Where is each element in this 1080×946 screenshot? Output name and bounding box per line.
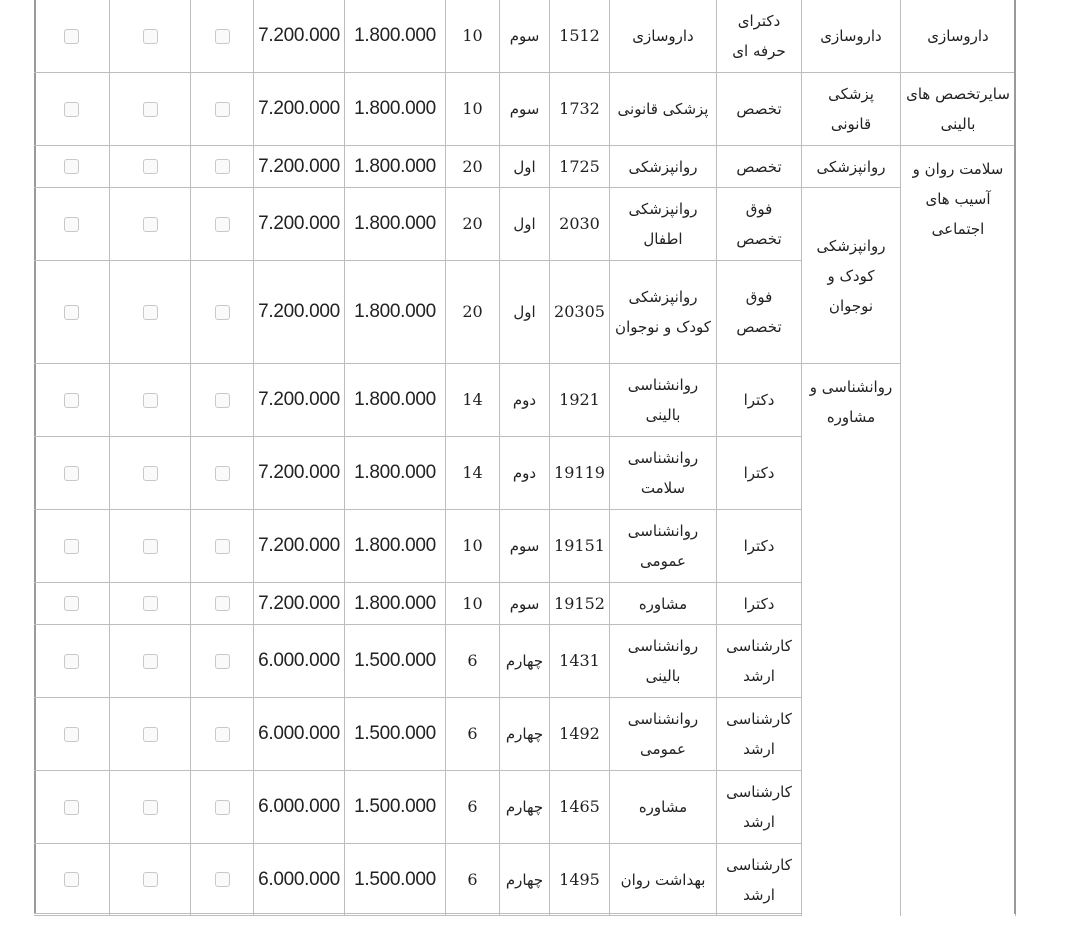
total-cell: [254, 698, 345, 771]
row-checkbox[interactable]: [64, 800, 79, 815]
checkbox-cell: [34, 625, 110, 698]
code-cell: [550, 261, 610, 364]
level-text: چهارم: [505, 652, 544, 670]
credits-text: 6: [467, 869, 478, 889]
degree-text: دکترا: [743, 464, 775, 482]
fee-text: 1.500.000: [354, 868, 436, 890]
major-text: روانپزشکی کودک و نوجوان: [615, 288, 711, 336]
checkbox-cell: [191, 625, 254, 698]
checkbox-cell: [110, 188, 191, 261]
credits-cell: [446, 261, 500, 364]
credits-cell: [446, 698, 500, 771]
row-checkbox[interactable]: [215, 596, 230, 611]
checkbox-cell: [34, 146, 110, 188]
field-group-cell: [802, 73, 901, 146]
credits-cell: [446, 510, 500, 583]
credits-cell: [446, 625, 500, 698]
credits-text: 10: [462, 536, 483, 555]
degree-text: دکترا: [743, 594, 775, 613]
level-cell: [500, 510, 550, 583]
code-text: 1512: [559, 26, 600, 45]
level-text: چهارم: [505, 870, 544, 889]
row-checkbox[interactable]: [215, 466, 230, 481]
degree-text: تخصص: [736, 157, 782, 176]
code-text: 1921: [559, 390, 600, 409]
checkbox-cell: [34, 771, 110, 844]
fee-cell: [345, 844, 446, 916]
fee-text: 1.800.000: [354, 213, 436, 234]
fee-cell: [345, 188, 446, 261]
total-text: 7.200.000: [258, 155, 340, 177]
level-cell: [500, 583, 550, 625]
row-checkbox[interactable]: [143, 596, 158, 611]
row-checkbox[interactable]: [143, 727, 158, 742]
row-checkbox[interactable]: [64, 217, 79, 232]
row-checkbox[interactable]: [215, 654, 230, 669]
total-text: 7.200.000: [258, 301, 340, 322]
level-text: سوم: [509, 100, 540, 118]
fee-cell: [345, 364, 446, 437]
row-checkbox[interactable]: [215, 102, 230, 117]
code-text: 19119: [554, 463, 605, 482]
code-text: 1431: [559, 651, 600, 670]
checkbox-cell: [191, 698, 254, 771]
major-cell: [610, 625, 717, 698]
row-checkbox[interactable]: [215, 800, 230, 815]
field-group-cell: [802, 146, 901, 188]
tuition-table: [34, 0, 1016, 914]
field-label: روانپزشکی کودک و نوجوان: [816, 236, 886, 315]
total-cell: [254, 583, 345, 625]
checkbox-cell: [34, 844, 110, 916]
fee-cell: [345, 625, 446, 698]
level-cell: [500, 0, 550, 73]
major-cell: [610, 583, 717, 625]
credits-text: 20: [462, 156, 483, 176]
fee-text: 1.500.000: [354, 723, 436, 744]
major-cell: [610, 844, 717, 916]
level-cell: [500, 437, 550, 510]
row-checkbox[interactable]: [64, 654, 79, 669]
level-text: اول: [513, 157, 536, 176]
row-checkbox[interactable]: [64, 466, 79, 481]
level-cell: [500, 698, 550, 771]
field-label: پزشکی قانونی: [828, 85, 874, 133]
checkbox-cell: [110, 510, 191, 583]
degree-cell: [717, 73, 802, 146]
level-text: اول: [513, 215, 536, 233]
degree-cell: [717, 844, 802, 916]
degree-cell: [717, 583, 802, 625]
credits-cell: [446, 583, 500, 625]
fee-text: 1.800.000: [354, 98, 436, 119]
checkbox-cell: [110, 364, 191, 437]
level-cell: [500, 844, 550, 916]
fee-text: 1.500.000: [354, 650, 436, 671]
code-cell: [550, 844, 610, 916]
checkbox-cell: [191, 844, 254, 916]
fee-cell: [345, 0, 446, 73]
code-text: 1732: [559, 99, 600, 118]
credits-text: 10: [462, 593, 483, 613]
fee-cell: [345, 437, 446, 510]
group-group-cell: [901, 146, 1016, 916]
code-cell: [550, 188, 610, 261]
row-checkbox[interactable]: [64, 29, 79, 44]
degree-text: دکترا: [743, 391, 775, 409]
checkbox-cell: [110, 698, 191, 771]
credits-text: 10: [462, 99, 483, 118]
checkbox-cell: [34, 698, 110, 771]
credits-text: 6: [467, 724, 478, 743]
major-cell: [610, 261, 717, 364]
degree-text: فوق تخصص: [736, 200, 782, 248]
degree-cell: [717, 188, 802, 261]
checkbox-cell: [34, 73, 110, 146]
row-checkbox[interactable]: [215, 872, 230, 887]
code-cell: [550, 73, 610, 146]
row-checkbox[interactable]: [143, 217, 158, 232]
total-cell: [254, 844, 345, 916]
credits-cell: [446, 771, 500, 844]
major-text: روانشناسی بالینی: [627, 376, 699, 424]
checkbox-cell: [110, 437, 191, 510]
checkbox-cell: [110, 844, 191, 916]
row-checkbox[interactable]: [143, 872, 158, 887]
code-cell: [550, 437, 610, 510]
level-text: دوم: [512, 391, 537, 409]
major-cell: [610, 771, 717, 844]
row-checkbox[interactable]: [215, 393, 230, 408]
total-cell: [254, 73, 345, 146]
checkbox-cell: [191, 583, 254, 625]
field-group-cell: [802, 188, 901, 364]
major-text: روانشناسی عمومی: [627, 710, 699, 758]
credits-text: 6: [467, 651, 478, 670]
major-cell: [610, 510, 717, 583]
major-cell: [610, 698, 717, 771]
total-text: 7.200.000: [258, 213, 340, 234]
level-cell: [500, 73, 550, 146]
major-text: پزشکی قانونی: [617, 100, 709, 118]
code-text: 1465: [559, 797, 600, 816]
major-cell: [610, 0, 717, 73]
code-text: 1492: [559, 724, 600, 743]
row-checkbox[interactable]: [215, 29, 230, 44]
degree-text: کارشناسی ارشد: [726, 710, 792, 758]
group-label: سلامت روان و آسیب های اجتماعی: [912, 160, 1004, 238]
credits-text: 20: [462, 214, 483, 233]
level-cell: [500, 364, 550, 437]
total-cell: [254, 510, 345, 583]
row-checkbox[interactable]: [64, 727, 79, 742]
checkbox-cell: [191, 261, 254, 364]
total-cell: [254, 771, 345, 844]
credits-text: 14: [462, 390, 483, 409]
row-checkbox[interactable]: [143, 539, 158, 554]
degree-text: کارشناسی ارشد: [726, 637, 792, 685]
fee-cell: [345, 583, 446, 625]
fee-cell: [345, 510, 446, 583]
row-checkbox[interactable]: [143, 305, 158, 320]
group-label: سایرتخصص های بالینی: [906, 85, 1010, 133]
degree-cell: [717, 510, 802, 583]
checkbox-cell: [34, 437, 110, 510]
total-text: 6.000.000: [258, 868, 340, 890]
major-text: داروسازی: [632, 27, 694, 45]
group-group-cell: [901, 73, 1016, 146]
degree-cell: [717, 771, 802, 844]
row-checkbox[interactable]: [64, 159, 79, 174]
fee-cell: [345, 146, 446, 188]
row-checkbox[interactable]: [143, 159, 158, 174]
major-text: مشاوره: [638, 798, 688, 816]
checkbox-cell: [110, 625, 191, 698]
credits-cell: [446, 146, 500, 188]
code-text: 2030: [559, 214, 600, 233]
checkbox-cell: [34, 364, 110, 437]
credits-cell: [446, 437, 500, 510]
total-cell: [254, 261, 345, 364]
row-checkbox[interactable]: [143, 102, 158, 117]
row-checkbox[interactable]: [143, 393, 158, 408]
checkbox-cell: [110, 771, 191, 844]
checkbox-cell: [110, 261, 191, 364]
code-cell: [550, 146, 610, 188]
field-group-cell: [802, 364, 901, 916]
checkbox-cell: [34, 510, 110, 583]
level-cell: [500, 188, 550, 261]
total-text: 7.200.000: [258, 462, 340, 483]
row-checkbox[interactable]: [64, 102, 79, 117]
checkbox-cell: [110, 73, 191, 146]
total-text: 7.200.000: [258, 389, 340, 410]
major-text: روانشناسی سلامت: [627, 449, 699, 497]
checkbox-cell: [34, 583, 110, 625]
fee-text: 1.500.000: [354, 796, 436, 817]
credits-cell: [446, 364, 500, 437]
major-cell: [610, 73, 717, 146]
fee-cell: [345, 73, 446, 146]
degree-text: کارشناسی ارشد: [726, 783, 792, 831]
major-cell: [610, 146, 717, 188]
credits-text: 6: [467, 797, 478, 816]
checkbox-cell: [34, 261, 110, 364]
major-text: روانپزشکی: [628, 157, 698, 176]
total-cell: [254, 146, 345, 188]
degree-text: فوق تخصص: [736, 288, 782, 336]
row-checkbox[interactable]: [143, 466, 158, 481]
credits-cell: [446, 73, 500, 146]
checkbox-cell: [110, 583, 191, 625]
field-group-cell: [802, 0, 901, 73]
code-cell: [550, 583, 610, 625]
fee-text: 1.800.000: [354, 592, 436, 614]
total-text: 7.200.000: [258, 535, 340, 556]
field-label: روانپزشکی: [816, 157, 886, 176]
row-checkbox[interactable]: [64, 305, 79, 320]
row-checkbox[interactable]: [215, 305, 230, 320]
row-checkbox[interactable]: [215, 727, 230, 742]
checkbox-cell: [191, 188, 254, 261]
credits-cell: [446, 0, 500, 73]
checkbox-cell: [191, 73, 254, 146]
code-cell: [550, 625, 610, 698]
total-text: 6.000.000: [258, 723, 340, 744]
field-label: داروسازی: [820, 27, 882, 45]
level-text: سوم: [509, 537, 540, 555]
code-text: 20305: [554, 302, 605, 321]
checkbox-cell: [191, 146, 254, 188]
major-cell: [610, 188, 717, 261]
code-cell: [550, 510, 610, 583]
row-checkbox[interactable]: [143, 800, 158, 815]
credits-cell: [446, 844, 500, 916]
row-checkbox[interactable]: [143, 29, 158, 44]
degree-cell: [717, 261, 802, 364]
total-text: 7.200.000: [258, 592, 340, 614]
code-cell: [550, 698, 610, 771]
row-checkbox[interactable]: [215, 159, 230, 174]
code-text: 19152: [554, 593, 605, 613]
degree-cell: [717, 698, 802, 771]
checkbox-cell: [191, 510, 254, 583]
degree-cell: [717, 0, 802, 73]
checkbox-cell: [34, 188, 110, 261]
total-cell: [254, 625, 345, 698]
credits-text: 14: [462, 463, 483, 482]
total-text: 6.000.000: [258, 796, 340, 817]
level-cell: [500, 625, 550, 698]
group-group-cell: [901, 0, 1016, 73]
row-checkbox[interactable]: [64, 596, 79, 611]
checkbox-cell: [110, 0, 191, 73]
total-text: 6.000.000: [258, 650, 340, 671]
total-text: 7.200.000: [258, 98, 340, 119]
checkbox-cell: [191, 364, 254, 437]
major-text: بهداشت روان: [620, 870, 706, 889]
checkbox-cell: [34, 0, 110, 73]
row-checkbox[interactable]: [64, 872, 79, 887]
degree-cell: [717, 364, 802, 437]
group-label: داروسازی: [927, 27, 989, 45]
fee-cell: [345, 771, 446, 844]
fee-cell: [345, 261, 446, 364]
row-checkbox[interactable]: [215, 217, 230, 232]
code-cell: [550, 364, 610, 437]
major-text: مشاوره: [638, 594, 688, 613]
row-checkbox[interactable]: [143, 654, 158, 669]
degree-text: دکترا: [743, 537, 775, 555]
level-text: سوم: [509, 594, 540, 613]
code-cell: [550, 771, 610, 844]
fee-text: 1.800.000: [354, 535, 436, 556]
level-cell: [500, 261, 550, 364]
code-cell: [550, 0, 610, 73]
table-right-border: [1014, 0, 1016, 914]
row-checkbox[interactable]: [64, 539, 79, 554]
checkbox-cell: [191, 437, 254, 510]
code-text: 1725: [559, 156, 600, 176]
level-text: چهارم: [505, 798, 544, 816]
major-text: روانپزشکی اطفال: [628, 200, 698, 248]
level-text: دوم: [512, 464, 537, 482]
level-cell: [500, 771, 550, 844]
major-cell: [610, 437, 717, 510]
degree-text: تخصص: [736, 100, 782, 118]
row-checkbox[interactable]: [215, 539, 230, 554]
fee-text: 1.800.000: [354, 389, 436, 410]
total-cell: [254, 364, 345, 437]
degree-cell: [717, 146, 802, 188]
total-cell: [254, 0, 345, 73]
fee-cell: [345, 698, 446, 771]
total-text: 7.200.000: [258, 25, 340, 46]
degree-cell: [717, 437, 802, 510]
checkbox-cell: [191, 771, 254, 844]
credits-text: 20: [462, 302, 483, 321]
level-text: چهارم: [505, 725, 544, 743]
code-text: 1495: [559, 869, 600, 889]
level-text: اول: [513, 303, 536, 321]
table-bottom-border: [34, 913, 801, 914]
row-checkbox[interactable]: [64, 393, 79, 408]
major-text: روانشناسی عمومی: [627, 522, 699, 570]
credits-text: 10: [462, 26, 483, 45]
field-label: روانشناسی و مشاوره: [809, 378, 893, 426]
major-cell: [610, 364, 717, 437]
degree-cell: [717, 625, 802, 698]
degree-text: کارشناسی ارشد: [726, 855, 792, 904]
fee-text: 1.800.000: [354, 462, 436, 483]
total-cell: [254, 188, 345, 261]
degree-text: دکترای حرفه ای: [732, 12, 786, 60]
total-cell: [254, 437, 345, 510]
fee-text: 1.800.000: [354, 301, 436, 322]
level-cell: [500, 146, 550, 188]
fee-text: 1.800.000: [354, 25, 436, 46]
checkbox-cell: [191, 0, 254, 73]
credits-cell: [446, 188, 500, 261]
fee-text: 1.800.000: [354, 155, 436, 177]
major-text: روانشناسی بالینی: [627, 637, 699, 685]
checkbox-cell: [110, 146, 191, 188]
code-text: 19151: [554, 536, 605, 555]
level-text: سوم: [509, 27, 540, 45]
